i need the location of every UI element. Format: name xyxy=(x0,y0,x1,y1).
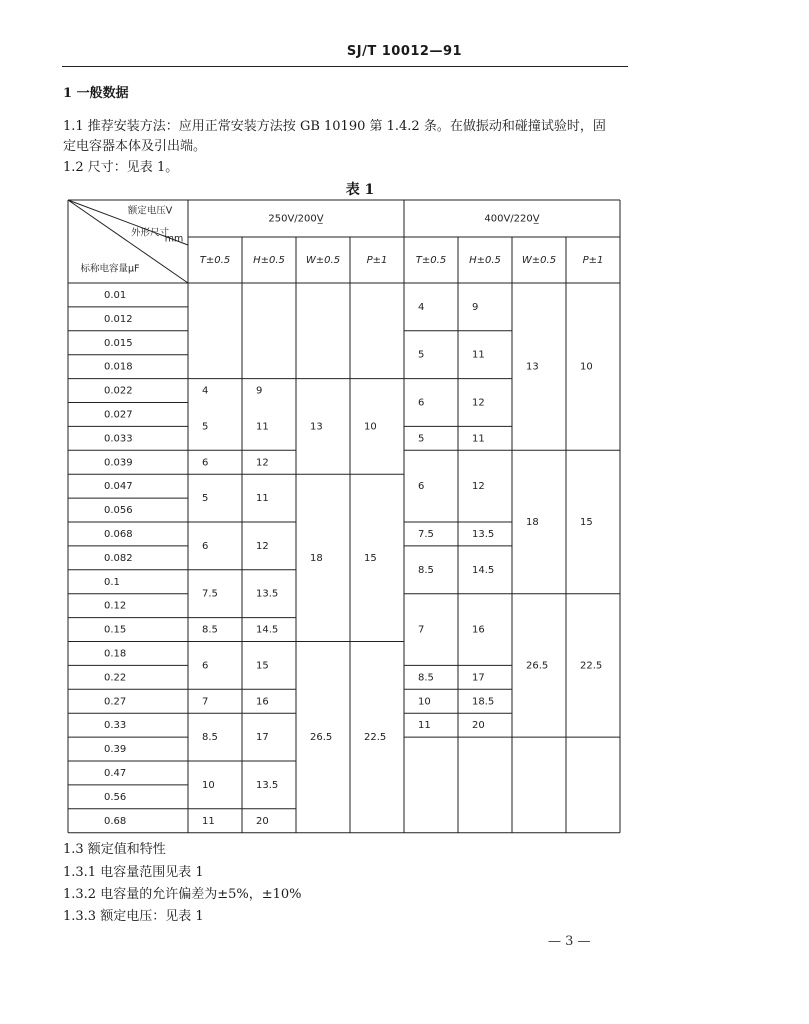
corner-rated-voltage-label: 额定电压V xyxy=(127,205,173,217)
capacitance-value: 0.047 xyxy=(104,481,133,493)
table-cell-400v: 7.5 xyxy=(418,528,434,540)
table-cell-250v: 6 xyxy=(202,457,209,469)
section-1-3: 1.3 额定值和特性 xyxy=(63,842,166,857)
table-cell-400v: 22.5 xyxy=(580,660,603,672)
column-header: W±0.5 xyxy=(305,255,341,266)
table-cell-250v: 26.5 xyxy=(310,732,333,744)
table-cell-400v: 6 xyxy=(418,397,425,409)
table-cell-400v: 13 xyxy=(526,361,539,373)
table-cell-400v: 5 xyxy=(418,349,425,361)
column-header: H±0.5 xyxy=(253,255,285,266)
table-cell-250v: 17 xyxy=(256,732,269,744)
group-header-250v: 250V/200V̲ xyxy=(268,213,324,225)
capacitance-value: 0.1 xyxy=(104,576,120,588)
table-cell-400v: 26.5 xyxy=(526,660,549,672)
table-cell-400v: 8.5 xyxy=(418,564,434,576)
document-header: SJ/T 10012—91 xyxy=(346,44,463,59)
section-1-heading: 1 一般数据 xyxy=(63,86,129,101)
table-cell-250v: 8.5 xyxy=(202,624,218,636)
table-cell-400v: 10 xyxy=(580,361,593,373)
table-cell-400v: 12 xyxy=(472,397,485,409)
table-cell-250v: 15 xyxy=(256,660,269,672)
table-cell-250v: 5 xyxy=(202,493,209,505)
table-cell-250v: 13.5 xyxy=(256,779,279,791)
capacitance-value: 0.22 xyxy=(104,672,127,684)
capacitance-value: 0.056 xyxy=(104,505,133,517)
table-cell-250v: 5 xyxy=(202,421,209,433)
table-cell-250v: 11 xyxy=(256,493,269,505)
table-cell-250v: 8.5 xyxy=(202,732,218,744)
table-cell-400v: 10 xyxy=(418,696,431,708)
table-cell-400v: 11 xyxy=(472,433,485,445)
capacitance-value: 0.068 xyxy=(104,528,133,540)
capacitance-value: 0.12 xyxy=(104,600,127,612)
capacitance-value: 0.015 xyxy=(104,337,133,349)
table-cell-400v: 11 xyxy=(472,349,485,361)
capacitance-value: 0.18 xyxy=(104,648,127,660)
table-cell-250v: 11 xyxy=(202,815,215,827)
corner-unit-label: mm xyxy=(164,233,184,245)
table-cell-250v: 16 xyxy=(256,696,269,708)
table-cell-400v: 6 xyxy=(418,481,425,493)
capacitance-value: 0.033 xyxy=(104,433,133,445)
table-cell-400v: 16 xyxy=(472,624,485,636)
table-cell-250v: 13 xyxy=(310,421,323,433)
section-1-1-line2: 定电容器本体及引出端。 xyxy=(63,139,207,154)
table-cell-250v: 10 xyxy=(364,421,377,433)
column-header: P±1 xyxy=(366,255,388,266)
table-cell-250v: 7 xyxy=(202,696,209,708)
section-1-1-line1: 1.1 推荐安装方法：应用正常安装方法按 GB 10190 第 1.4.2 条。在做振动和碰撞试验时，固 xyxy=(63,119,606,134)
table-cell-250v: 18 xyxy=(310,552,323,564)
column-header: W±0.5 xyxy=(521,255,557,266)
capacitance-value: 0.56 xyxy=(104,791,127,803)
table-cell-400v: 12 xyxy=(472,481,485,493)
capacitance-value: 0.47 xyxy=(104,767,127,779)
table-cell-250v: 15 xyxy=(364,552,377,564)
table-cell-250v: 6 xyxy=(202,660,209,672)
capacitance-value: 0.01 xyxy=(104,289,127,301)
table-cell-250v: 12 xyxy=(256,540,269,552)
capacitance-value: 0.012 xyxy=(104,313,133,325)
table-cell-400v: 18.5 xyxy=(472,696,495,708)
table-cell-250v: 13.5 xyxy=(256,588,279,600)
table-cell-250v: 7.5 xyxy=(202,588,218,600)
capacitance-value: 0.027 xyxy=(104,409,133,421)
capacitance-value: 0.27 xyxy=(104,696,127,708)
table-cell-400v: 14.5 xyxy=(472,564,495,576)
table-cell-400v: 5 xyxy=(418,433,425,445)
capacitance-value: 0.018 xyxy=(104,361,133,373)
table-cell-400v: 13.5 xyxy=(472,528,495,540)
section-1-3-2: 1.3.2 电容量的允许偏差为±5%，±10% xyxy=(63,887,302,902)
column-header: H±0.5 xyxy=(469,255,501,266)
table-cell-400v: 20 xyxy=(472,720,485,732)
table-cell-250v: 20 xyxy=(256,815,269,827)
table-cell-250v: 12 xyxy=(256,457,269,469)
table-cell-400v: 9 xyxy=(472,301,479,313)
table-cell-250v: 9 xyxy=(256,385,263,397)
table-cell-400v: 4 xyxy=(418,301,425,313)
table-cell-400v: 8.5 xyxy=(418,672,434,684)
column-header: T±0.5 xyxy=(199,255,231,266)
page-number: — 3 — xyxy=(548,934,591,949)
section-1-3-1: 1.3.1 电容量范围见表 1 xyxy=(63,865,204,880)
capacitance-value: 0.022 xyxy=(104,385,133,397)
capacitance-value: 0.68 xyxy=(104,815,127,827)
corner-dimension-label: 外形尺寸 xyxy=(130,227,170,239)
table-cell-400v: 11 xyxy=(418,720,431,732)
table-cell-400v: 15 xyxy=(580,517,593,528)
table-cell-250v: 14.5 xyxy=(256,624,279,636)
column-header: T±0.5 xyxy=(415,255,447,266)
table-cell-250v: 4 xyxy=(202,385,209,397)
section-1-2: 1.2 尺寸：见表 1。 xyxy=(63,160,179,175)
table-cell-250v: 22.5 xyxy=(364,732,387,744)
table-cell-250v: 11 xyxy=(256,421,269,433)
column-header: P±1 xyxy=(582,255,604,266)
capacitance-value: 0.039 xyxy=(104,457,133,469)
table-title: 表 1 xyxy=(345,182,375,198)
capacitance-value: 0.39 xyxy=(104,744,127,756)
capacitance-value: 0.33 xyxy=(104,720,127,732)
table-cell-400v: 18 xyxy=(526,517,539,528)
group-header-400v: 400V/220V̲ xyxy=(484,213,540,225)
table-cell-250v: 6 xyxy=(202,540,209,552)
corner-capacitance-label: 标称电容量μF xyxy=(80,263,140,275)
capacitance-value: 0.082 xyxy=(104,552,133,564)
section-1-3-3: 1.3.3 额定电压：见表 1 xyxy=(63,909,204,924)
table-cell-400v: 17 xyxy=(472,672,485,684)
table-cell-250v: 10 xyxy=(202,779,215,791)
capacitance-value: 0.15 xyxy=(104,624,127,636)
table-cell-400v: 7 xyxy=(418,624,425,636)
